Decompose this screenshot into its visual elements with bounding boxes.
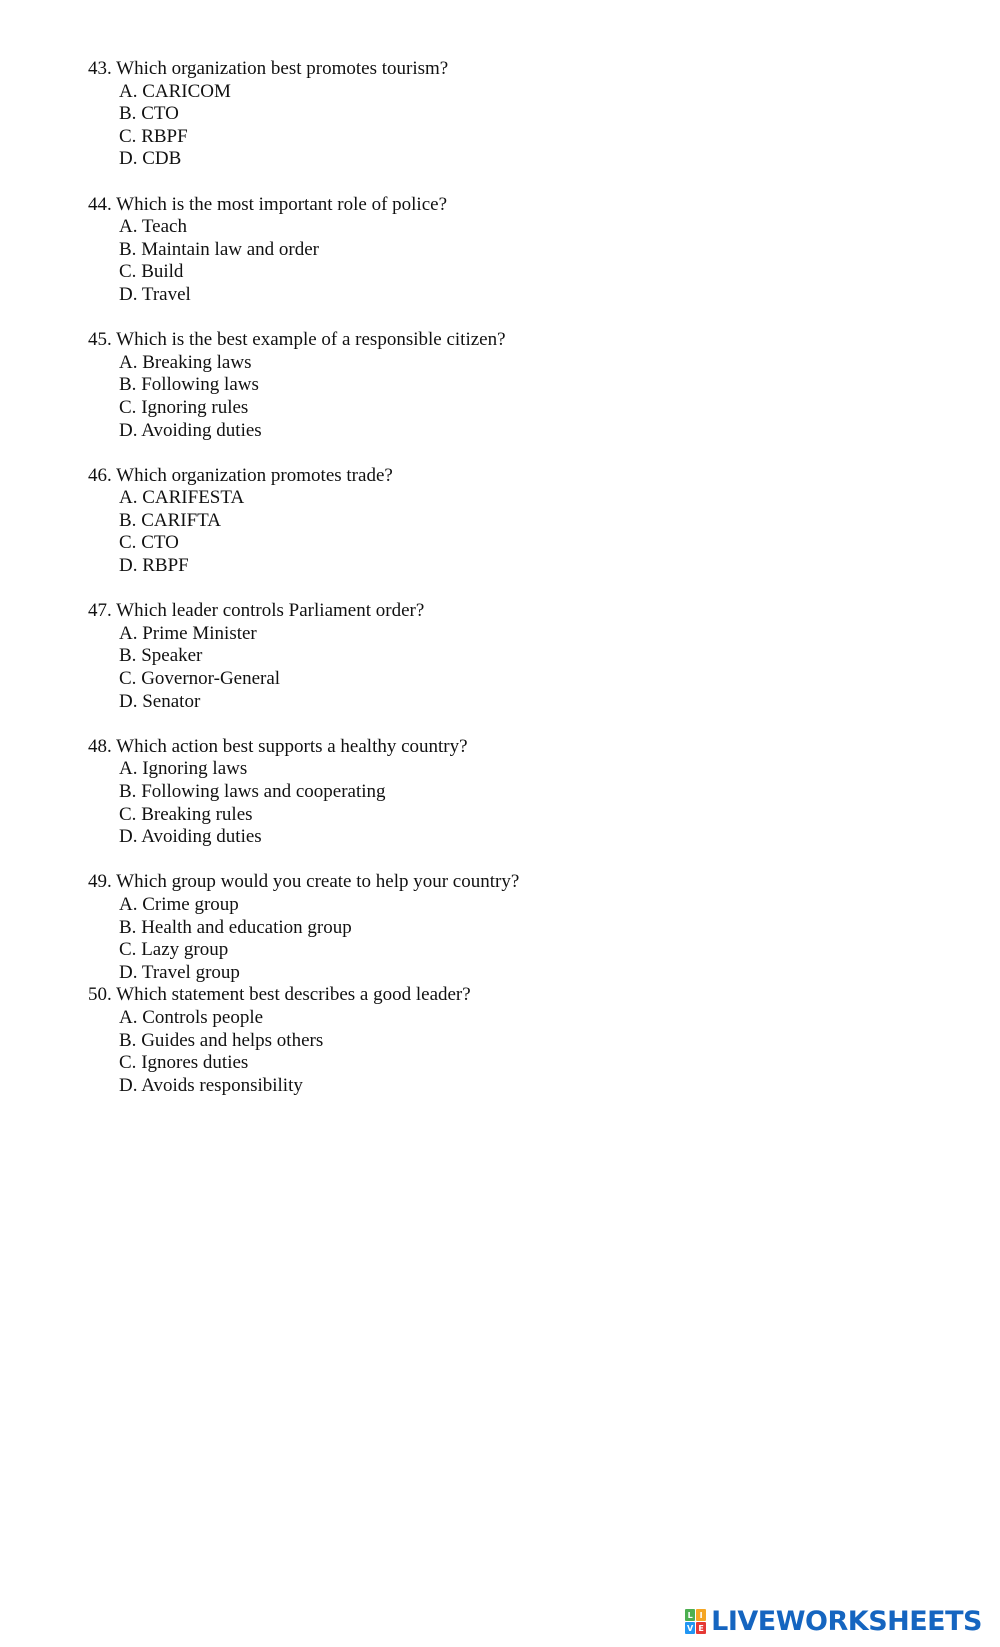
option-b[interactable] xyxy=(119,510,888,533)
option-letter: B. xyxy=(119,374,137,396)
question-number: 43. xyxy=(88,58,112,79)
question-prompt: Which group would you create to help your country? xyxy=(116,871,520,893)
option-letter: D. xyxy=(119,148,138,170)
option-a[interactable] xyxy=(119,758,888,781)
spacer xyxy=(88,578,888,601)
option-list xyxy=(88,894,888,984)
question-48 xyxy=(88,736,888,849)
option-letter: B. xyxy=(119,645,137,667)
option-letter: C. xyxy=(119,261,137,283)
option-text: Speaker xyxy=(141,645,203,667)
question-text xyxy=(88,194,888,217)
option-d[interactable] xyxy=(119,1075,888,1098)
option-text: Lazy group xyxy=(141,939,229,961)
option-text: CARIFESTA xyxy=(142,487,245,509)
option-d[interactable] xyxy=(119,148,888,171)
option-text: Guides and helps others xyxy=(141,1029,324,1051)
option-text: CARIFTA xyxy=(141,509,221,531)
option-d[interactable] xyxy=(119,691,888,714)
option-letter: D. xyxy=(119,1074,138,1096)
spacer xyxy=(88,171,888,194)
question-text xyxy=(88,871,888,894)
option-letter: C. xyxy=(119,803,137,825)
option-c[interactable] xyxy=(119,532,888,555)
logo-tile-v: V xyxy=(687,1623,694,1633)
question-text xyxy=(88,984,888,1007)
option-letter: A. xyxy=(119,622,138,644)
option-c[interactable] xyxy=(119,261,888,284)
spacer xyxy=(88,442,888,465)
question-prompt: Which is the best example of a responsible citizen? xyxy=(116,329,506,351)
option-text: Avoiding duties xyxy=(141,419,262,441)
option-text: Governor-General xyxy=(141,668,281,690)
option-text: Ignoring laws xyxy=(142,758,248,780)
question-45 xyxy=(88,329,888,442)
option-letter: B. xyxy=(119,781,137,802)
option-text: Senator xyxy=(142,690,201,712)
question-44 xyxy=(88,194,888,307)
logo-tile-l: L xyxy=(685,1609,695,1621)
option-letter: D. xyxy=(119,961,138,983)
option-text: Avoids responsibility xyxy=(141,1074,303,1096)
question-text xyxy=(88,465,888,488)
option-list xyxy=(88,216,888,306)
option-text: Travel xyxy=(141,283,191,305)
option-b[interactable] xyxy=(119,917,888,940)
question-43 xyxy=(88,58,888,171)
option-letter: B. xyxy=(119,509,137,531)
brand-name: LIVEWORKSHEETS xyxy=(711,1606,982,1637)
option-letter: B. xyxy=(119,1029,137,1051)
option-text: Ignores duties xyxy=(141,1052,249,1074)
question-prompt: Which is the most important role of police? xyxy=(116,193,448,215)
option-c[interactable] xyxy=(119,126,888,149)
option-text: Prime Minister xyxy=(142,622,257,644)
option-text: Breaking laws xyxy=(142,351,252,373)
option-b[interactable] xyxy=(119,374,888,397)
option-letter: A. xyxy=(119,351,138,373)
option-text: Following laws and cooperating xyxy=(141,781,386,802)
option-letter: C. xyxy=(119,532,137,554)
option-b[interactable] xyxy=(119,781,888,804)
option-text: CARICOM xyxy=(142,80,231,102)
option-text: Maintain law and order xyxy=(141,238,319,260)
option-letter: A. xyxy=(119,487,138,509)
option-letter: B. xyxy=(119,238,137,260)
question-prompt: Which organization promotes trade? xyxy=(116,464,393,486)
option-d[interactable] xyxy=(119,284,888,307)
option-a[interactable] xyxy=(119,623,888,646)
option-letter: D. xyxy=(119,690,138,712)
option-text: RBPF xyxy=(141,125,188,147)
spacer xyxy=(88,307,888,330)
question-47 xyxy=(88,600,888,713)
option-list xyxy=(88,81,888,171)
option-letter: C. xyxy=(119,939,137,961)
question-number: 46. xyxy=(88,464,112,486)
option-c[interactable] xyxy=(119,939,888,962)
question-text xyxy=(88,736,888,759)
option-c[interactable] xyxy=(119,668,888,691)
option-letter: C. xyxy=(119,125,137,147)
option-text: Health and education group xyxy=(141,916,352,938)
option-list xyxy=(88,623,888,713)
option-d[interactable] xyxy=(119,420,888,443)
option-letter: D. xyxy=(119,419,138,441)
option-b[interactable] xyxy=(119,1030,888,1053)
option-letter: C. xyxy=(119,1052,137,1074)
question-prompt: Which organization best promotes tourism? xyxy=(116,58,449,79)
option-c[interactable] xyxy=(119,1052,888,1075)
option-list xyxy=(88,1007,888,1097)
question-text xyxy=(88,58,888,81)
option-list xyxy=(88,352,888,442)
question-50 xyxy=(88,984,888,1097)
option-letter: D. xyxy=(119,283,138,305)
liveworksheets-brand[interactable] xyxy=(685,1608,982,1635)
question-number: 48. xyxy=(88,735,112,757)
option-text: Controls people xyxy=(142,1006,264,1028)
option-a[interactable] xyxy=(119,216,888,239)
spacer xyxy=(88,849,888,872)
option-a[interactable] xyxy=(119,894,888,917)
option-text: Breaking rules xyxy=(141,803,253,825)
question-text xyxy=(88,600,888,623)
option-text: CDB xyxy=(142,148,182,170)
option-letter: D. xyxy=(119,826,138,848)
option-a[interactable] xyxy=(119,487,888,510)
option-text: Avoiding duties xyxy=(141,826,262,848)
option-c[interactable] xyxy=(119,397,888,420)
option-text: Teach xyxy=(141,216,187,238)
question-number: 47. xyxy=(88,600,112,622)
option-text: Crime group xyxy=(142,893,239,915)
spacer xyxy=(88,713,888,736)
liveworksheets-logo-icon xyxy=(685,1609,706,1634)
option-list xyxy=(88,487,888,577)
option-letter: B. xyxy=(119,103,137,125)
option-letter: B. xyxy=(119,916,137,938)
option-letter: A. xyxy=(119,758,138,780)
option-list xyxy=(88,758,888,848)
logo-tile-i: I xyxy=(696,1609,706,1621)
option-a[interactable] xyxy=(119,81,888,104)
option-letter: A. xyxy=(119,216,138,238)
question-49 xyxy=(88,871,888,984)
logo-tile-e: E xyxy=(696,1622,706,1634)
question-number: 49. xyxy=(88,871,112,893)
option-text: CTO xyxy=(141,532,179,554)
option-letter: A. xyxy=(119,893,138,915)
option-b[interactable] xyxy=(119,103,888,126)
question-prompt: Which action best supports a healthy country? xyxy=(116,735,468,757)
option-d[interactable] xyxy=(119,555,888,578)
question-number: 50. xyxy=(88,984,112,1006)
option-a[interactable] xyxy=(119,1007,888,1030)
option-text: Following laws xyxy=(141,374,259,396)
option-letter: D. xyxy=(119,555,138,577)
option-text: Build xyxy=(141,261,184,283)
option-letter: A. xyxy=(119,1006,138,1028)
question-prompt: Which leader controls Parliament order? xyxy=(116,600,425,622)
option-d[interactable] xyxy=(119,826,888,849)
option-a[interactable] xyxy=(119,352,888,375)
option-text: Travel group xyxy=(141,961,240,983)
option-b[interactable] xyxy=(119,645,888,668)
option-text: CTO xyxy=(141,103,179,125)
worksheet-content xyxy=(88,58,888,1097)
option-c[interactable] xyxy=(119,804,888,827)
option-letter: C. xyxy=(119,396,137,418)
option-d[interactable] xyxy=(119,962,888,985)
question-number: 44. xyxy=(88,193,112,215)
option-b[interactable] xyxy=(119,239,888,262)
question-number: 45. xyxy=(88,329,112,351)
option-letter: A. xyxy=(119,80,138,102)
question-46 xyxy=(88,465,888,578)
option-text: Ignoring rules xyxy=(141,396,249,418)
question-text xyxy=(88,329,888,352)
question-prompt: Which statement best describes a good leader? xyxy=(116,984,471,1006)
option-text: RBPF xyxy=(142,555,189,577)
option-letter: C. xyxy=(119,668,137,690)
